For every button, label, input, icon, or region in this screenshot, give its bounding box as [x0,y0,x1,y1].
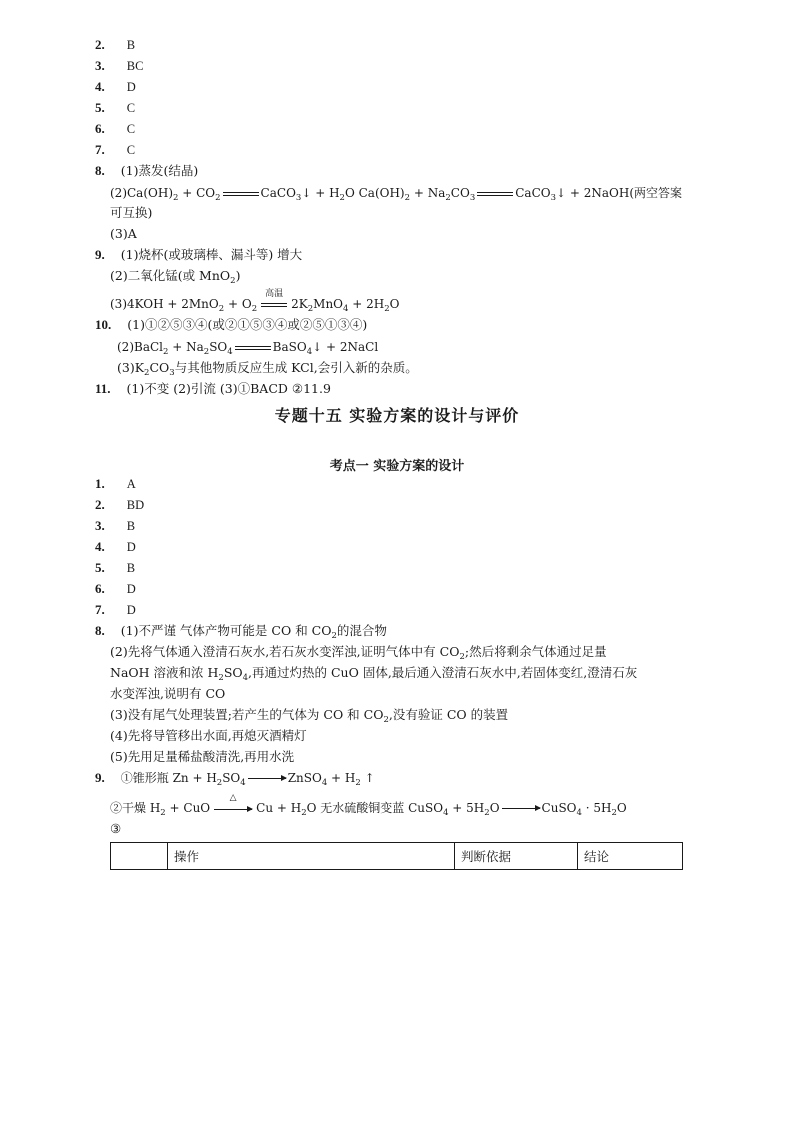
answer-item: 3. BC [95,58,144,73]
q8b-line-4: 水变浑浊,说明有 CO [110,686,226,701]
reaction-arrow [502,808,540,809]
section-title: 专题十五 实验方案的设计与评价 [274,406,520,425]
answer-item: 1. A [95,476,136,491]
answer-item: 4. D [95,539,136,554]
reaction-arrow [248,778,286,779]
answer-item-11: 11. (1)不变 (2)引流 (3)①BACD ②11.9 [95,381,331,396]
q8b-line-6: (4)先将导管移出水面,再熄灭酒精灯 [110,728,307,743]
answer-item: 5. B [95,560,136,575]
equals-arrow [235,346,271,350]
subsection-title: 考点一 实验方案的设计 [329,459,465,474]
answer-item: 6. C [95,121,136,136]
q10-line-2: (2)BaCl$_2$ + $Na_2SO_4$ BaSO$_4$↓ + 2NaCl [117,340,379,357]
q9b-line-3: ③ [110,821,122,836]
answer-item: 5. C [95,100,136,115]
table-header-cell: 操作 [168,843,455,870]
answer-item-9b: 9. ①锥形瓶 $Zn + H_2SO_4$ ZnSO$_4$ + $H_2$ ↑ [95,770,375,788]
table-header-cell: 判断依据 [455,843,578,870]
q8-line-4: (3)A [110,226,137,241]
table-header-cell [111,843,168,870]
answer-item-9: 9. (1)烧杯(或玻璃棒、漏斗等) 增大 [95,247,303,262]
equals-arrow [477,192,513,196]
table-header-cell: 结论 [578,843,683,870]
q9-line-3: $(3)4KOH + 2MnO_2 + O_2$ 高温 $2K_2MnO_4 + 2H_2O$ [110,288,400,314]
answer-item: 2. BD [95,497,145,512]
answer-item-10: 10. (1)①②⑤③④(或②①⑤③④或②⑤①③④) [95,317,368,332]
heating-condition: △ [212,801,254,817]
high-temp-condition: 高温 [259,297,289,313]
q8b-line-7: (5)先用足量稀盐酸清洗,再用水洗 [110,749,295,764]
table-header-row [111,843,683,870]
answer-item: 7. C [95,142,136,157]
q8b-line-3: NaOH 溶液和浓 $H_2SO_4$,再通过灼热的 CuO 固体,最后通入澄清石灰水中,若固体变红,澄清石灰 [110,665,638,683]
q8-line-2: $(2)Ca(OH)_2 + CO_2$ CaCO$_3$↓ + $H_2O$ $Ca(OH)_2 + Na_2CO_3$ CaCO$_3$↓ + 2NaOH(两空答案 [110,186,683,203]
answer-item: 6. D [95,581,136,596]
answer-item-8: 8. (1)蒸发(结晶) [95,163,199,178]
experiment-table [110,842,683,870]
q9b-line-2: ②干燥 $H_2$ + CuO △ $Cu + H_2O$ 无水硫酸铜变蓝 CuSO$_4$ + $5H_2O$ CuSO$_4$ · $5H_2O$ [110,792,627,818]
q10-line-3: $(3)K_2CO_3$与其他物质反应生成 KCl,会引入新的杂质。 [117,360,418,378]
answer-item: 2. B [95,37,136,52]
reaction-arrow [214,809,252,810]
q8b-line-5: (3)没有尾气处理装置;若产生的气体为 CO 和 $CO_2$,没有验证 CO 的装置 [110,707,509,725]
answer-item: 3. B [95,518,136,533]
q8b-line-2: (2)先将气体通入澄清石灰水,若石灰水变浑浊,证明气体中有 $CO_2$;然后将剩余气体通过足量 [110,644,607,662]
q8-line-3: 可互换) [110,205,153,220]
answer-item: 4. D [95,79,136,94]
answer-item-8b: 8. (1)不严谨 气体产物可能是 CO 和 $CO_2$的混合物 [95,623,387,641]
q9-line-2: (2)二氧化锰(或 MnO$_2$) [110,268,241,286]
answer-item: 7. D [95,602,136,617]
equals-arrow [223,192,259,196]
equals-arrow [261,303,287,307]
